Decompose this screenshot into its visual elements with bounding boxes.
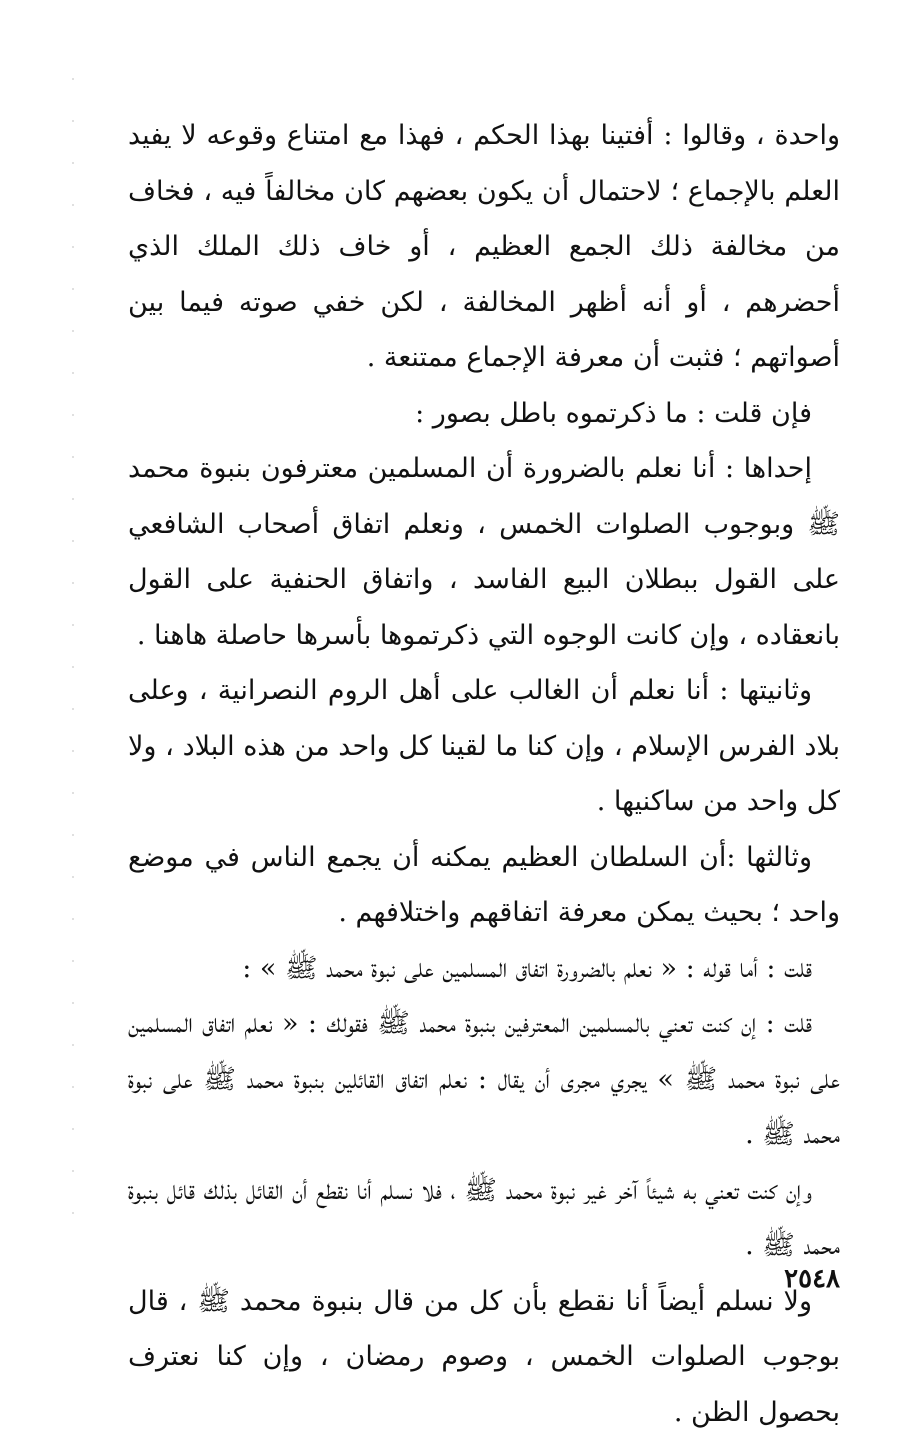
- paragraph-2: فإن قلت : ما ذكرتموه باطل بصور :: [128, 386, 840, 442]
- paragraph-1: واحدة ، وقالوا : أفتينا بهذا الحكم ، فهذا مع امتناع وقوعه لا يفيد العلم بالإجماع ؛ لاحتمال أن يكون بعضهم كان مخالفاً فيه ، فخاف من مخالفة ذلك الجمع العظيم ، أو خاف ذلك الملك الذي أحضرهم ، أو أنه أظهر المخالفة ، لكن خفي صوته فيما بين أصواتهم ؛ فثبت أن معرفة الإجماع ممتنعة .: [128, 108, 840, 386]
- paragraph-3: إحداها : أنا نعلم بالضرورة أن المسلمين معترفون بنبوة محمد ﷺ وبوجوب الصلوات الخمس ، ونعلم اتفاق أصحاب الشافعي على القول ببطلان البيع الفاسد ، واتفاق الحنفية على القول بانعقاده ، وإن كانت الوجوه التي ذكرتموها بأسرها حاصلة هاهنا .: [128, 441, 840, 663]
- paragraph-9: ولا نسلم أيضاً أنا نقطع بأن كل من قال بنبوة محمد ﷺ ، قال بوجوب الصلوات الخمس ، وصوم رمضان ، وإن كنا نعترف بحصول الظن .: [128, 1274, 840, 1440]
- scan-artifact-dots: [72, 78, 74, 1248]
- paragraph-4: وثانيتها : أنا نعلم أن الغالب على أهل الروم النصرانية ، وعلى بلاد الفرس الإسلام ، وإن كنا ما لقينا كل واحد من هذه البلاد ، ولا كل واحد من ساكنيها .: [128, 663, 840, 830]
- paragraph-8: وإن كنت تعني به شيئاً آخر غير نبوة محمد ﷺ ، فلا نسلم أنا نقطع أن القائل بذلك قائل بنبوة محمد ﷺ .: [128, 1163, 840, 1274]
- paragraph-7: قلت : إن كنت تعني بالمسلمين المعترفين بنبوة محمد ﷺ فقولك : « نعلم اتفاق المسلمين على نبوة محمد ﷺ » يجري مجرى أن يقال : نعلم اتفاق القائلين بنبوة محمد ﷺ على نبوة محمد ﷺ .: [128, 996, 840, 1163]
- paragraph-6: قلت : أما قوله : « نعلم بالضرورة اتفاق المسلمين على نبوة محمد ﷺ » :: [128, 941, 840, 997]
- body-text: [128, 108, 840, 1440]
- page-number: ٢٥٤٨: [770, 1264, 840, 1294]
- paragraph-5: وثالثها :أن السلطان العظيم يمكنه أن يجمع الناس في موضع واحد ؛ بحيث يمكن معرفة اتفاقهم واختلافهم .: [128, 830, 840, 941]
